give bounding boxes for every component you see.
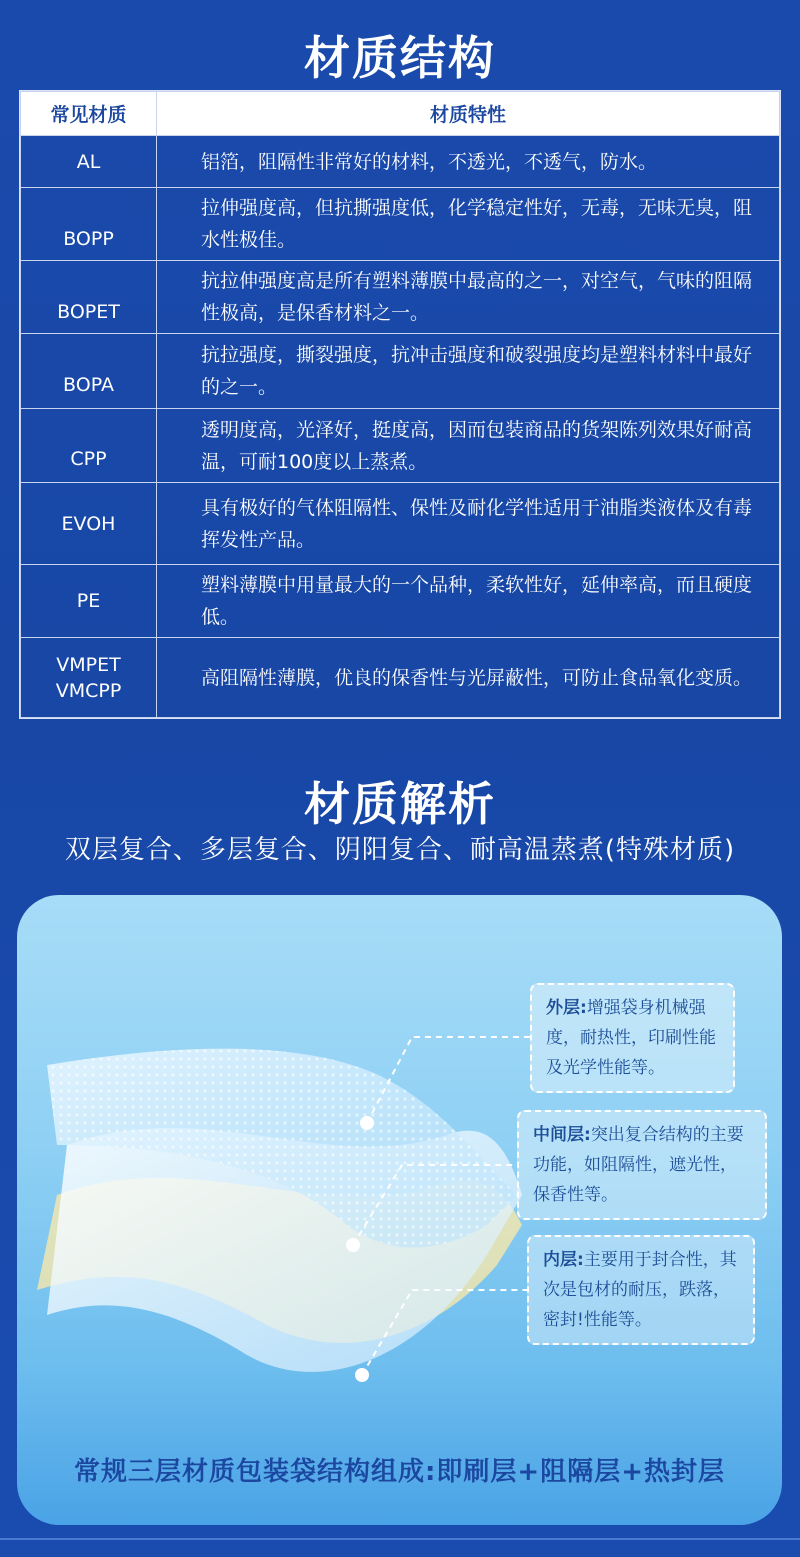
material-name: CPP: [21, 409, 157, 483]
middle-layer-text: 突出复合结构的主要功能，如阻隔性，遮光性，保香性等。: [533, 1125, 744, 1205]
material-name: BOPP: [21, 188, 157, 261]
header-material: 常见材质: [21, 92, 157, 136]
section-subtitle: 双层复合、多层复合、阴阳复合、耐高温蒸煮(特殊材质): [64, 835, 736, 865]
material-name-line2: VMCPP: [55, 679, 122, 702]
footer-divider: [0, 1538, 800, 1540]
table-row: [21, 261, 780, 334]
table-header-row: [21, 92, 780, 136]
material-desc: 高阻隔性薄膜，优良的保香性与光屏蔽性，可防止食品氧化变质。: [157, 638, 780, 718]
material-table: [19, 90, 781, 719]
material-name: BOPA: [21, 334, 157, 409]
material-name-line1: VMPET: [56, 653, 121, 676]
middle-layer-callout: [517, 1110, 767, 1220]
outer-layer-label: 外层:: [546, 998, 587, 1018]
material-desc: 铝箔，阻隔性非常好的材料，不透光，不透气，防水。: [157, 136, 780, 188]
middle-connector-dot: [346, 1238, 360, 1252]
table-row: [21, 638, 780, 718]
table-row: [21, 334, 780, 409]
material-desc: 透明度高，光泽好，挺度高，因而包装商品的货架陈列效果好耐高温，可耐100度以上蒸煮。: [157, 409, 780, 483]
middle-layer-label: 中间层:: [533, 1125, 591, 1145]
material-name: [21, 638, 157, 718]
section-title-analysis: 材质解析: [304, 777, 496, 831]
table-row: [21, 136, 780, 188]
structure-summary: 常规三层材质包装袋结构组成:即刷层+阻隔层+热封层: [74, 1457, 725, 1487]
inner-layer-label: 内层:: [543, 1250, 584, 1270]
table-row: [21, 483, 780, 565]
material-name: BOPET: [21, 261, 157, 334]
material-desc: 抗拉伸强度高是所有塑料薄膜中最高的之一，对空气，气味的阻隔性极高，是保香材料之一。: [157, 261, 780, 334]
material-desc: 抗拉强度，撕裂强度，抗冲击强度和破裂强度均是塑料材料中最好的之一。: [157, 334, 780, 409]
table-row: [21, 565, 780, 638]
table-row: [21, 409, 780, 483]
material-name: AL: [21, 136, 157, 188]
table-row: [21, 188, 780, 261]
material-name: EVOH: [21, 483, 157, 565]
inner-layer-text: 主要用于封合性，其次是包材的耐压，跌落，密封!性能等。: [543, 1250, 737, 1330]
inner-connector-dot: [355, 1368, 369, 1382]
material-desc: 具有极好的气体阻隔性、保性及耐化学性适用于油脂类液体及有毒挥发性产品。: [157, 483, 780, 565]
inner-layer-callout: [527, 1235, 755, 1345]
material-desc: 拉伸强度高，但抗撕强度低，化学稳定性好，无毒，无味无臭，阻水性极佳。: [157, 188, 780, 261]
material-name: PE: [21, 565, 157, 638]
layer-illustration-panel: [17, 895, 782, 1525]
header-properties: 材质特性: [157, 92, 780, 136]
outer-connector-dot: [360, 1116, 374, 1130]
outer-layer-text: 增强袋身机械强度，耐热性，印刷性能及光学性能等。: [546, 998, 716, 1078]
outer-layer-callout: [530, 983, 735, 1093]
section-title-structure: 材质结构: [304, 31, 496, 85]
material-desc: 塑料薄膜中用量最大的一个品种，柔软性好，延伸率高，而且硬度低。: [157, 565, 780, 638]
